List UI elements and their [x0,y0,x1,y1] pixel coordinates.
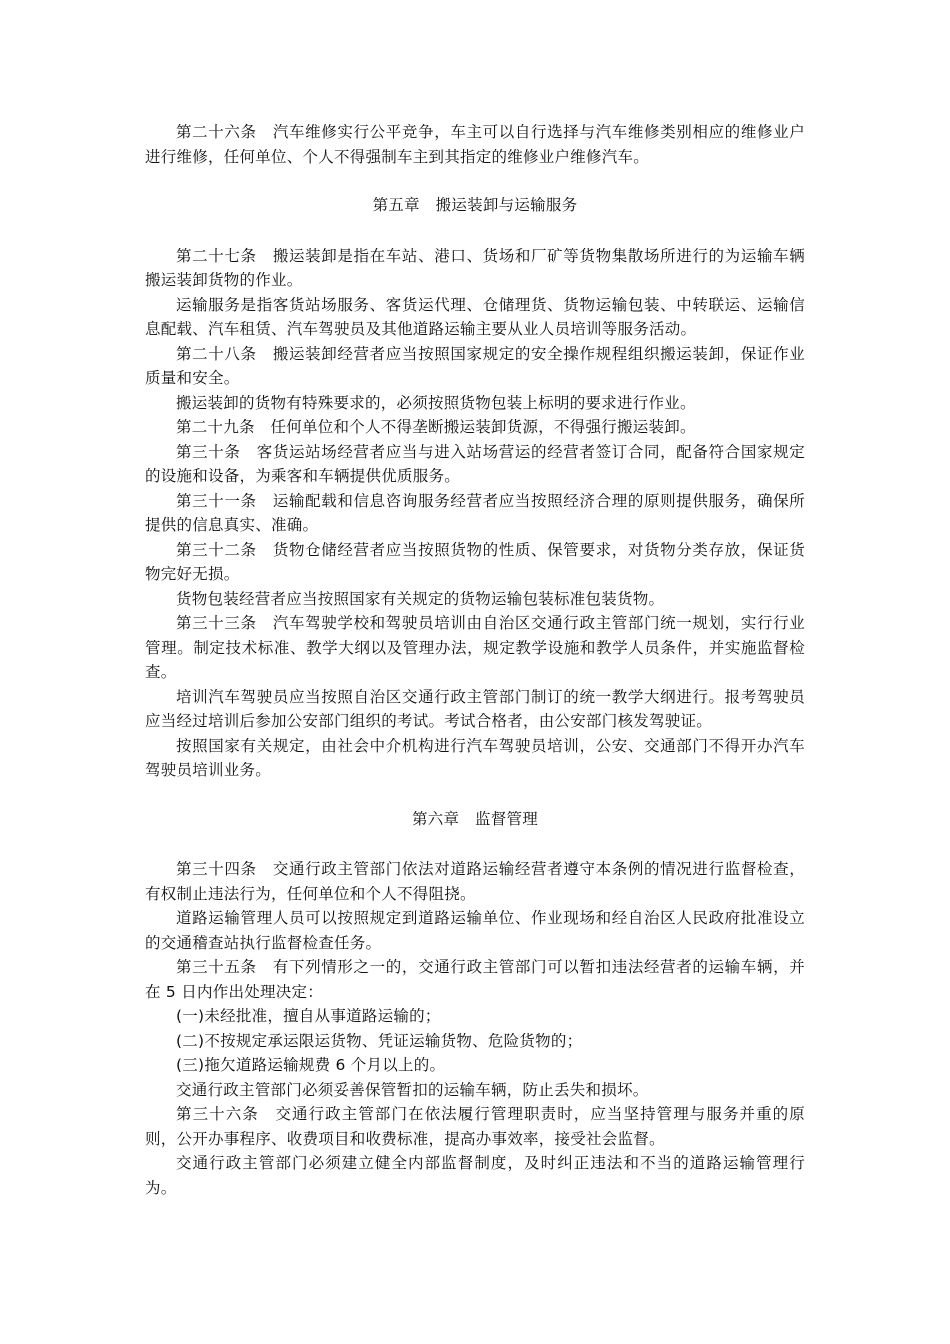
article-29: 第二十九条 任何单位和个人不得垄断搬运装卸货源，不得强行搬运装卸。 [176,418,696,436]
paragraph-driver-training: 培训汽车驾驶员应当按照自治区交通行政主管部门制订的统一教学大纲进行。报考驾驶员应当经过培训后参加公安部门组织的考试。考试合格者，由公安部门核发驾驶证。 [145,687,805,730]
paragraph-inspection-staff: 道路运输管理人员可以按照规定到道路运输单位、作业现场和经自治区人民政府批准设立的交通稽查站执行监督检查任务。 [145,909,805,952]
paragraph-internal-supervision: 交通行政主管部门必须建立健全内部监督制度，及时纠正违法和不当的道路运输管理行为。 [145,1154,805,1197]
document-page [145,120,805,1200]
article-35: 第三十五条 有下列情形之一的，交通行政主管部门可以暂扣违法经营者的运输车辆，并在 5 日内作出处理决定： [145,958,805,1001]
list-item-2: (二)不按规定承运限运货物、凭证运输货物、危险货物的； [176,1031,583,1050]
article-34: 第三十四条 交通行政主管部门依法对道路运输经营者遵守本条例的情况进行监督检查，有权制止违法行为，任何单位和个人不得阻挠。 [145,860,805,903]
list-item-3: (三)拖欠道路运输规费 6 个月以上的。 [176,1056,446,1074]
article-26: 第二十六条 汽车维修实行公平竞争，车主可以自行选择与汽车维修类别相应的维修业户进行维修，任何单位、个人不得强制车主到其指定的维修业户维修汽车。 [145,123,805,166]
paragraph-training-agencies: 按照国家有关规定，由社会中介机构进行汽车驾驶员培训，公安、交通部门不得开办汽车驾驶员培训业务。 [145,736,805,779]
article-36: 第三十六条 交通行政主管部门在依法履行管理职责时，应当坚持管理与服务并重的原则，公开办事程序、收费项目和收费标准，提高办事效率，接受社会监督。 [145,1105,805,1148]
paragraph-cargo-packaging: 货物包装经营者应当按照国家有关规定的货物运输包装标准包装货物。 [176,589,665,608]
article-28: 第二十八条 搬运装卸经营者应当按照国家规定的安全操作规程组织搬运装卸，保证作业质量和安全。 [145,344,805,387]
article-27: 第二十七条 搬运装卸是指在车站、港口、货场和厂矿等货物集散场所进行的为运输车辆搬运装卸货物的作业。 [145,246,805,289]
paragraph-special-cargo: 搬运装卸的货物有特殊要求的，必须按照货物包装上标明的要求进行作业。 [176,393,696,412]
article-33: 第三十三条 汽车驾驶学校和驾驶员培训由自治区交通行政主管部门统一规划，实行行业管理。制定技术标准、教学大纲以及管理办法，规定教学设施和教学人员条件，并实施监督检查。 [145,614,805,681]
article-32: 第三十二条 货物仓储经营者应当按照货物的性质、保管要求，对货物分类存放，保证货物完好无损。 [145,540,805,583]
article-30: 第三十条 客货运站场经营者应当与进入站场营运的经营者签订合同，配备符合国家规定的设施和设备，为乘客和车辆提供优质服务。 [145,442,805,485]
chapter-6-heading: 第六章 监督管理 [411,809,538,828]
chapter-5-heading: 第五章 搬运装卸与运输服务 [372,196,578,214]
paragraph-transport-services: 运输服务是指客货站场服务、客货运代理、仓储理货、货物运输包装、中转联运、运输信息配载、汽车租赁、汽车驾驶员及其他道路运输主要从业人员培训等服务活动。 [145,295,805,338]
list-item-1: (一)未经批准，擅自从事道路运输的； [176,1007,441,1025]
article-31: 第三十一条 运输配载和信息咨询服务经营者应当按照经济合理的原则提供服务，确保所提供的信息真实、准确。 [145,491,805,534]
paragraph-vehicle-custody: 交通行政主管部门必须妥善保管暂扣的运输车辆，防止丢失和损坏。 [176,1080,649,1099]
